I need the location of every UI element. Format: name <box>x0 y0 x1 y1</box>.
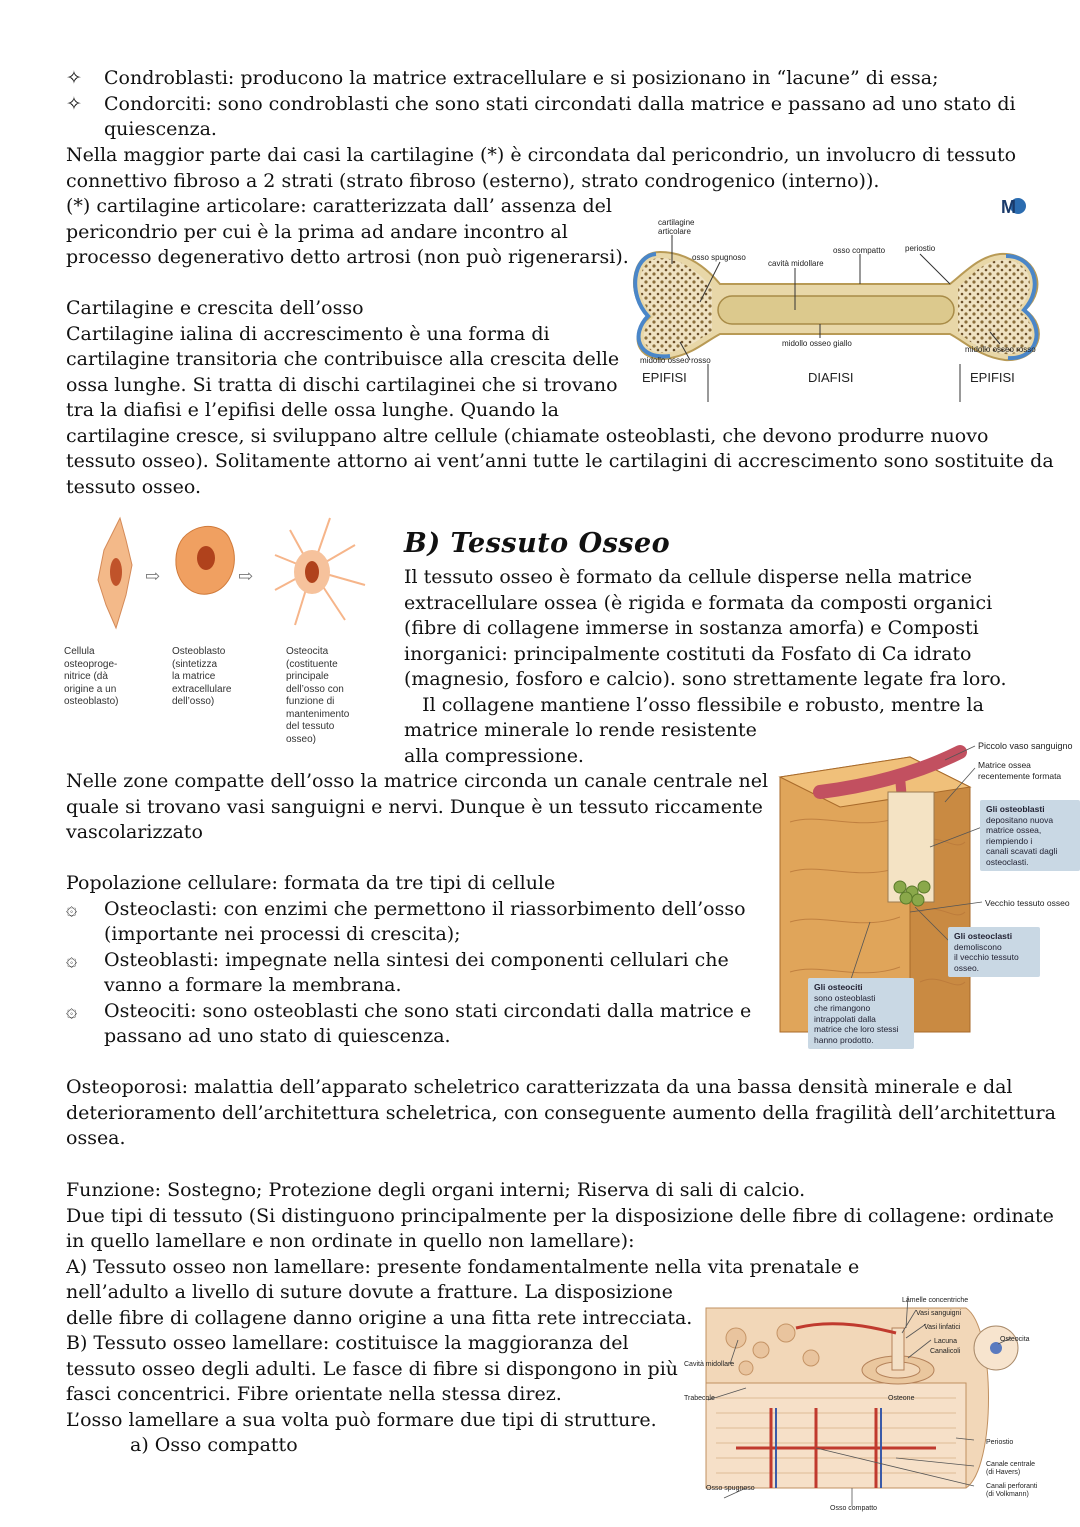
paragraph-line: deterioramento dell’architettura scheletrica, con conseguente aumento della fragilità dell’architettura <box>66 1101 1056 1124</box>
paragraph-line: Il tessuto osseo è formato da cellule disperse nella matrice <box>404 566 973 588</box>
label-midollo-rosso-right: midollo osseo rosso <box>965 345 1036 354</box>
label-vecchio-tessuto: Vecchio tessuto osseo <box>985 898 1070 908</box>
label-cartilagine: cartilagine <box>658 218 695 227</box>
paragraph-line: tessuto osseo). Solitamente attorno ai vent’anni tutte le cartilagini di accrescimento sono sostituite da <box>66 450 1054 472</box>
label-cavita-midollare: cavità midollare <box>768 259 824 268</box>
bullet-osteociti <box>66 999 766 1050</box>
bullet-text: Condroblasti: producono la matrice extracellulare e si posizionano in “lacune” di essa; <box>104 67 939 89</box>
label-lacuna: Lacuna <box>934 1338 957 1345</box>
paragraph-line: quale si trovano vasi sanguigni e nervi. Dunque è un tessuto riccamente <box>66 795 763 818</box>
callout-osteociti: Gli osteociti sono osteoblasti che rimangono intrappolati dalla matrice che loro stessi hanno prodotto. <box>808 978 914 1049</box>
caption-osteocyte: Osteocita (costituente principale dell’osso con funzione di mantenimento del tessuto osseo) <box>286 646 350 745</box>
paragraph-line: tessuto osseo. <box>66 475 202 498</box>
bullet-text: passano ad uno stato di quiescenza. <box>104 1025 451 1047</box>
lamellar-bone-figure <box>676 1288 1056 1520</box>
paragraph-line: cartilagine cresce, si sviluppano altre cellule (chiamate osteoblasti, che devono produrre nuovo <box>66 424 989 447</box>
svg-text:M: M <box>1001 197 1016 217</box>
paragraph-line: nell’adulto a livello di suture dovute a fratture. La disposizione <box>66 1281 673 1303</box>
popolazione-section <box>66 871 766 1050</box>
brand-logo-icon <box>1001 197 1026 217</box>
paragraph-line: Funzione: Sostegno; Protezione degli organi interni; Riserva di sali di calcio. <box>66 1179 806 1201</box>
bullet-star-icon: ✧ <box>66 67 82 89</box>
label-canali-perforanti: Canali perforanti <box>986 1483 1038 1490</box>
medullary-cavity <box>718 296 954 324</box>
bullet-text: Osteociti: sono osteoblasti che sono stati circondati dalla matrice e <box>104 999 752 1022</box>
paragraph-line: Osteoporosi: malattia dell’apparato scheletrico caratterizzata da una bassa densità minerale e dal <box>66 1076 1013 1098</box>
label-osteocita: Osteocita <box>1000 1336 1030 1343</box>
label-vasi-sanguigni: Vasi sanguigni <box>916 1310 962 1317</box>
sub-item: a) Osso compatto <box>130 1434 298 1456</box>
label-canali-perforanti: (di Volkmann) <box>986 1491 1029 1498</box>
bullet-star-icon: ✧ <box>66 92 82 115</box>
bullet-text: quiescenza. <box>104 118 217 140</box>
section-b-title: B) Tessuto Osseo <box>404 528 671 559</box>
popolazione-title: Popolazione cellulare: formata da tre tipi di cellule <box>66 872 556 894</box>
label-trabecole: Trabecole <box>684 1395 715 1402</box>
bullet-osteoblasti <box>66 948 766 999</box>
paragraph-line: Nella maggior parte dai casi la cartilagine (*) è circondata dal pericondrio, un involucro di tessuto <box>66 144 1017 166</box>
paragraph-line: cartilagine transitoria che contribuisce alla crescita delle <box>66 348 620 370</box>
label-canalicoli: Canalicoli <box>930 1348 961 1355</box>
paragraph-line: Nelle zone compatte dell’osso la matrice circonda un canale centrale nel <box>66 770 769 792</box>
paragraph-line: extracellulare ossea (è rigida e formata da composti organici <box>404 591 993 614</box>
caption-progenitor: Cellula osteoproge- nitrice (dà origine a un osteoblasto) <box>64 646 119 707</box>
osteoporosi-paragraph <box>66 1075 1056 1152</box>
label-cavita-midollare: Cavità midollare <box>684 1361 735 1368</box>
label-midollo-giallo: midollo osseo giallo <box>782 339 852 348</box>
paragraph-line: tessuto osseo degli adulti. Le fasce di fibre si dispongono in più <box>66 1357 679 1380</box>
bullet-condroblasti <box>66 66 1056 92</box>
bullet-flower-icon: ۞ <box>66 999 78 1022</box>
label-epifisi-right: EPIFISI <box>970 370 1015 385</box>
compact-paragraph <box>66 769 769 846</box>
label-osso-spugnoso: osso spugnoso <box>692 253 746 262</box>
label-matrice-nuova: Matrice ossea <box>978 760 1031 770</box>
paragraph-line: fasci concentrici. Fibre orientate nella stessa direz. <box>66 1383 562 1405</box>
paragraph-line: matrice minerale lo rende resistente <box>404 719 757 741</box>
label-vasi-linfatici: Vasi linfatici <box>924 1324 961 1331</box>
label-articolare: articolare <box>658 227 691 236</box>
paragraph-line: inorganici: principalmente costituti da Fosfato di Ca idrato <box>404 642 972 665</box>
bullet-text: (importante nei processi di crescita); <box>104 923 461 945</box>
label-periostio: Periostio <box>986 1439 1014 1446</box>
callout-osteoclasti: Gli osteoclasti demoliscono il vecchio tessuto osseo. <box>948 927 1040 977</box>
paragraph-line: (*) cartilagine articolare: caratterizzata dall’ assenza del <box>66 195 612 217</box>
label-lamelle: Lamelle concentriche <box>902 1297 969 1304</box>
paragraph-line: A) Tessuto osseo non lamellare: presente fondamentalmente nella vita prenatale e <box>66 1255 860 1278</box>
label-osso-spugnoso: Osso spugnoso <box>706 1485 755 1492</box>
paragraph-line: vascolarizzato <box>66 821 203 843</box>
label-midollo-rosso-left: midollo osseo rosso <box>640 356 711 365</box>
paragraph-line: Cartilagine ialina di accrescimento è una forma di <box>66 322 550 345</box>
paragraph-line: ossa lunghe. Si tratta di dischi cartilaginei che si trovano <box>66 373 618 396</box>
paragraph-line: delle fibre di collagene danno origine a una fitta rete intrecciata. <box>66 1306 693 1329</box>
paragraph-line: B) Tessuto osseo lamellare: costituisce la maggioranza del <box>66 1332 629 1354</box>
callout-osteoblasti: Gli osteoblasti depositano nuova matrice ossea, riempiendo i canali scavati dagli osteoclasti. <box>980 800 1080 871</box>
arrow-icon: ⇨ <box>238 566 254 587</box>
paragraph-line: (fibre di collagene immerse in sostanza amorfa) e Composti <box>404 617 979 639</box>
paragraph-line: pericondrio per cui è la prima ad andare incontro al <box>66 220 568 243</box>
articolare-paragraph <box>66 194 629 271</box>
long-bone-figure <box>620 192 1060 407</box>
bullet-condorciti <box>66 92 1056 143</box>
label-periostio: periostio <box>905 244 936 253</box>
bullet-text: Osteoclasti: con enzimi che permettono il riassorbimento dell’osso <box>104 897 746 920</box>
label-diafisi: DIAFISI <box>808 370 854 385</box>
bone-cells-figure <box>80 510 370 638</box>
label-epifisi-left: EPIFISI <box>642 370 687 385</box>
paragraph-line: in quello lamellare e non ordinate in quello non lamellare): <box>66 1230 635 1252</box>
paragraph-line: alla compressione. <box>404 744 584 767</box>
paragraph-line: tra la diafisi e l’epifisi delle ossa lunghe. Quando la <box>66 399 559 421</box>
paragraph-line: processo degenerativo detto artrosi (non può rigenerarsi). <box>66 246 629 268</box>
crescita-title: Cartilagine e crescita dell’osso <box>66 297 364 319</box>
bullet-text: vanno a formare la membrana. <box>104 974 402 996</box>
paragraph-line: connettivo fibroso a 2 strati (strato fibroso (esterno), strato condrogenico (interno)). <box>66 169 880 192</box>
bullet-osteoclasti <box>66 897 766 948</box>
intro-bullets <box>66 66 1056 143</box>
bullet-flower-icon: ۞ <box>66 948 78 971</box>
label-canale-centrale: (di Havers) <box>986 1469 1021 1476</box>
paragraph-line: (magnesio, fosforo e calcio). sono strettamente legate fra loro. <box>404 668 1007 690</box>
label-matrice-nuova: recentemente formata <box>978 771 1062 781</box>
pericondrio-paragraph <box>66 143 1056 194</box>
paragraph-line: Due tipi di tessuto (Si distinguono principalmente per la disposizione delle fibre di collagene: ordinate <box>66 1204 1054 1227</box>
bullet-text: Osteoblasti: impegnate nella sintesi dei componenti cellulari che <box>104 948 729 971</box>
label-osso-compatto: Osso compatto <box>830 1505 878 1512</box>
label-piccolo-vaso: Piccolo vaso sanguigno <box>978 741 1073 751</box>
caption-osteoblast: Osteoblasto (sintetizza la matrice extracellulare dell’osso) <box>172 646 232 707</box>
label-osteone: Osteone <box>888 1395 915 1402</box>
paragraph-line: ossea. <box>66 1127 126 1149</box>
label-osso-compatto: osso compatto <box>833 246 886 255</box>
arrow-icon: ⇨ <box>145 566 161 587</box>
label-canale-centrale: Canale centrale <box>986 1461 1036 1468</box>
paragraph-line: L’osso lamellare a sua volta può formare due tipi di strutture. <box>66 1408 657 1431</box>
bullet-flower-icon: ۞ <box>66 897 78 920</box>
bullet-text: Condorciti: sono condroblasti che sono stati circondati dalla matrice e passano ad uno stato di <box>104 92 1016 115</box>
paragraph-line: Il collagene mantiene l’osso flessibile e robusto, mentre la <box>404 693 984 716</box>
